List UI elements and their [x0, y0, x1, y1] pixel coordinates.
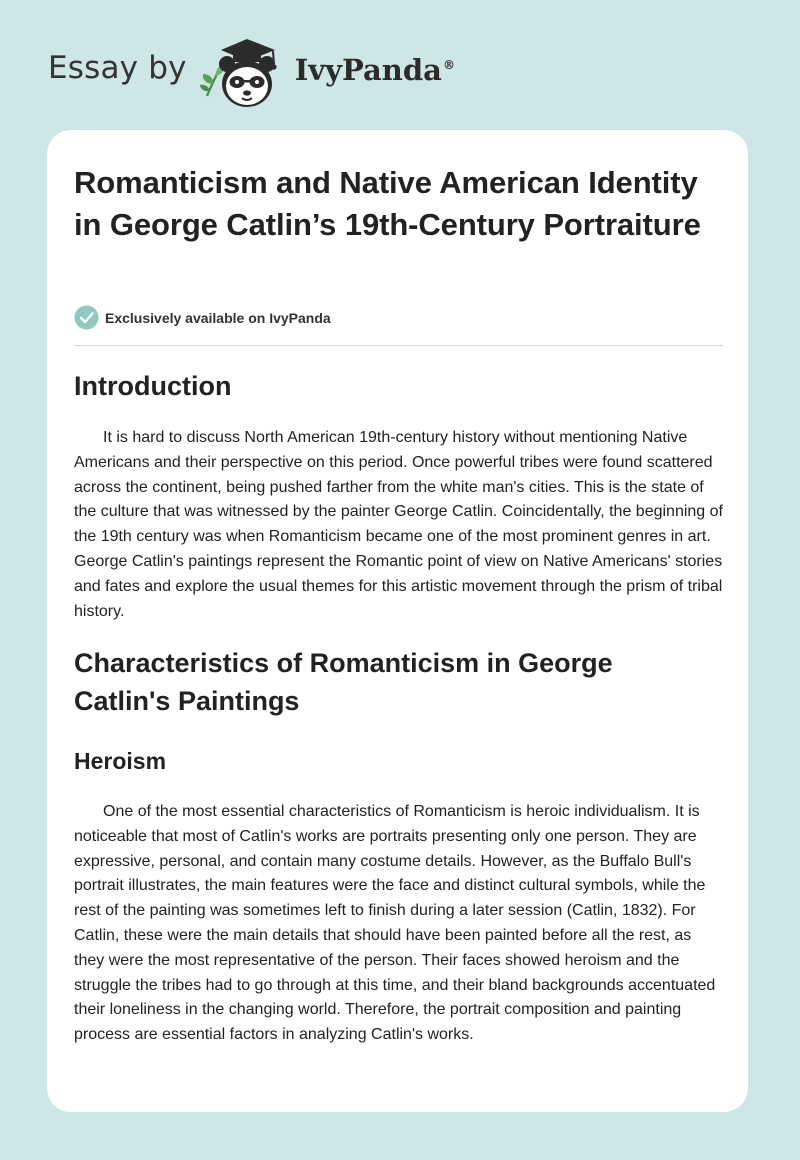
essay-card [47, 130, 748, 1112]
exclusive-badge [74, 305, 331, 330]
heroism-paragraph: One of the most essential characteristics of Romanticism is heroic individualism. It is noticeable that most of Catlin's works are portraits presenting only one person. They are expressive, personal, and contain many costume details. However, as the Buffalo Bull's portrait illustrates, the main features were the face and distinct cultural symbols, while the rest of the painting was sometimes left to finish during a later session (Catlin, 1832). For Catlin, these were the main details that should have been painted before all the rest, as they were the most representative of the person. Their faces showed heroism and the struggle the tribes had to go through at this time, and their bland backgrounds accentuated their loneliness in the changing world. Therefore, the portrait composition and painting process are essential factors in analyzing Catlin's works. [74, 803, 716, 1044]
essay-title: Romanticism and Native American Identity in George Catlin’s 19th-Century Portraiture [74, 165, 701, 242]
heroism-heading: Heroism [74, 748, 167, 774]
brand-name: IvyPanda® [294, 53, 455, 87]
check-badge-icon [74, 305, 99, 330]
essay-by-ivypanda-logo[interactable] [48, 34, 455, 110]
characteristics-heading: Characteristics of Romanticism in George Catlin's Paintings [74, 648, 613, 716]
introduction-heading: Introduction [74, 371, 232, 401]
introduction-paragraph: It is hard to discuss North American 19th-century history without mentioning Native Americans and their perspective on this period. Once powerful tribes were found scattered across the continent, being pushed farther from the white man's cities. This is the state of the culture that was witnessed by the painter George Catlin. Coincidentally, the beginning of the 19th century was when Romanticism became one of the most prominent genres in art. George Catlin's paintings represent the Romantic point of view on Native Americans' stories and fates and explore the usual themes for this artistic movement through the prism of tribal history. [74, 429, 723, 620]
brand-prefix: Essay by [48, 50, 187, 86]
exclusive-label: Exclusively available on IvyPanda [105, 309, 331, 326]
panda-graduation-cap-logo-icon [197, 34, 291, 110]
title-divider [74, 345, 723, 346]
